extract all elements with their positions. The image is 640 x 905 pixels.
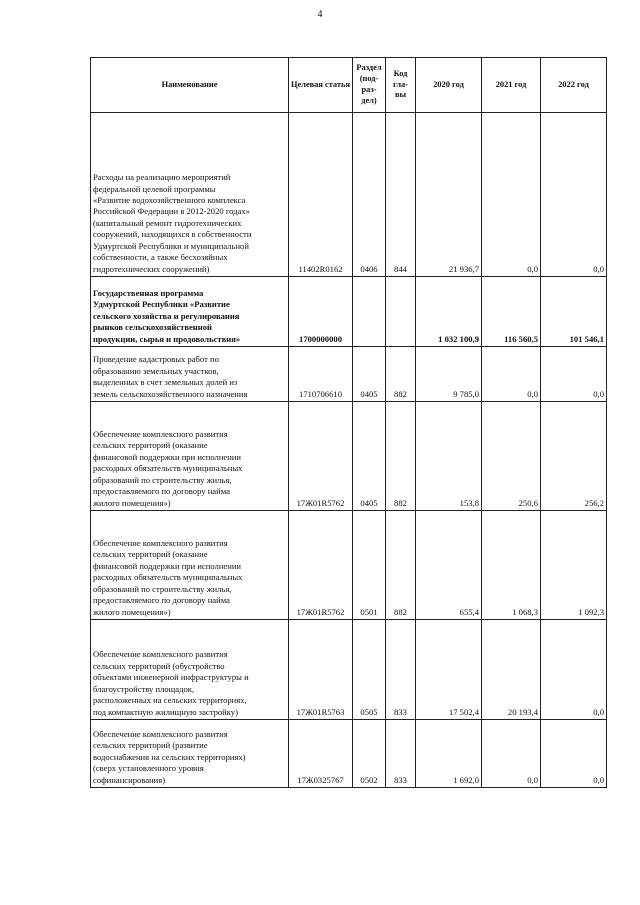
row-name-line: продукции, сырья и продовольствия» xyxy=(93,333,241,344)
row-name-line: сооружений, находящихся в собственности xyxy=(93,229,252,240)
row-name-line: Удмуртской Республики и муниципальной xyxy=(93,240,249,251)
row-section: 0406 xyxy=(353,113,386,277)
table-row xyxy=(91,277,607,347)
row-name-line: расходных обязательств муниципальных xyxy=(93,463,243,474)
row-section xyxy=(353,277,386,347)
row-amount-2022: 0,0 xyxy=(541,347,607,402)
row-name-line: сельских территорий (развитие xyxy=(93,740,208,751)
row-chapter-code: 833 xyxy=(386,720,416,788)
row-name-line: сельских территорий (оказание xyxy=(93,440,208,451)
row-target-article: 1700000000 xyxy=(289,277,353,347)
table-header-row xyxy=(91,58,607,113)
row-name-line: (капитальный ремонт гидротехнических xyxy=(93,217,242,228)
row-name xyxy=(91,620,289,720)
row-name xyxy=(91,277,289,347)
row-name xyxy=(91,720,289,788)
row-name-line: образований по строительству жилья, xyxy=(93,474,232,485)
row-name-line: «Развитие водохозяйственного комплекса xyxy=(93,195,246,206)
row-name-line: благоустройству площадок, xyxy=(93,683,195,694)
row-name-line: гидротехнических сооружений) xyxy=(93,263,210,274)
row-amount-2020: 153,8 xyxy=(416,402,482,511)
row-amount-2021: 250,6 xyxy=(482,402,541,511)
row-target-article: 11402R0162 xyxy=(289,113,353,277)
row-name-line: Российской Федерации в 2012-2020 годах» xyxy=(93,206,250,217)
header-year-2020: 2020 год xyxy=(416,58,482,113)
row-name-line: финансовой поддержки при исполнении xyxy=(93,451,242,462)
row-chapter-code: 882 xyxy=(386,347,416,402)
table-row xyxy=(91,511,607,620)
row-name-line: сельских территорий (оказание xyxy=(93,549,208,560)
row-name xyxy=(91,113,289,277)
row-name xyxy=(91,402,289,511)
row-name-line: софинансирования) xyxy=(93,774,166,785)
budget-table xyxy=(90,57,607,788)
row-name-line: сельского хозяйства и регулирования xyxy=(93,310,240,321)
row-name-line: расположенных на сельских территориях, xyxy=(93,695,247,706)
row-section: 0505 xyxy=(353,620,386,720)
row-chapter-code: 833 xyxy=(386,620,416,720)
row-amount-2020: 1 032 100,9 xyxy=(416,277,482,347)
row-section: 0405 xyxy=(353,402,386,511)
row-amount-2021: 0,0 xyxy=(482,347,541,402)
row-name-line: расходных обязательств муниципальных xyxy=(93,572,243,583)
row-name-line: Обеспечение комплексного развития xyxy=(93,429,228,440)
row-name-line: Обеспечение комплексного развития xyxy=(93,728,228,739)
header-name: Наименование xyxy=(91,58,289,113)
row-name-line: под компактную жилищную застройку) xyxy=(93,706,238,717)
table-row xyxy=(91,113,607,277)
row-name-line: Расходы на реализацию мероприятий xyxy=(93,172,231,183)
row-amount-2020: 21 936,7 xyxy=(416,113,482,277)
row-name-line: образованию земельных участков, xyxy=(93,365,219,376)
row-name-line: жилого помещения») xyxy=(93,606,171,617)
header-year-2021: 2021 год xyxy=(482,58,541,113)
row-amount-2021: 1 068,3 xyxy=(482,511,541,620)
row-name-line: Удмуртской Республики «Развитие xyxy=(93,299,230,310)
row-name xyxy=(91,347,289,402)
header-target-article: Целевая статья xyxy=(289,58,353,113)
row-name-line: объектами инженерной инфраструктуры и xyxy=(93,672,249,683)
row-name-line: федеральной целевой программы xyxy=(93,183,216,194)
row-name-line: предоставляемого по договору найма xyxy=(93,595,230,606)
row-section: 0502 xyxy=(353,720,386,788)
header-chapter-code: Код гла-вы xyxy=(386,58,416,113)
row-amount-2021: 0,0 xyxy=(482,720,541,788)
table-row xyxy=(91,402,607,511)
row-chapter-code: 882 xyxy=(386,511,416,620)
row-name-line: предоставляемого по договору найма xyxy=(93,486,230,497)
row-name-line: (сверх установленного уровня xyxy=(93,763,204,774)
row-name-line: Проведение кадастровых работ по xyxy=(93,354,219,365)
row-chapter-code: 882 xyxy=(386,402,416,511)
row-name-line: Обеспечение комплексного развития xyxy=(93,649,228,660)
table-row xyxy=(91,720,607,788)
row-amount-2022: 256,2 xyxy=(541,402,607,511)
row-amount-2020: 1 692,0 xyxy=(416,720,482,788)
row-target-article: 1710706610 xyxy=(289,347,353,402)
row-chapter-code xyxy=(386,277,416,347)
row-amount-2020: 655,4 xyxy=(416,511,482,620)
row-amount-2020: 9 785,0 xyxy=(416,347,482,402)
row-amount-2021: 0,0 xyxy=(482,113,541,277)
row-name-line: Обеспечение комплексного развития xyxy=(93,538,228,549)
row-target-article: 17Ж01R5763 xyxy=(289,620,353,720)
table-row xyxy=(91,620,607,720)
row-amount-2022: 0,0 xyxy=(541,720,607,788)
row-amount-2022: 0,0 xyxy=(541,113,607,277)
row-target-article: 17Ж0325767 xyxy=(289,720,353,788)
row-chapter-code: 844 xyxy=(386,113,416,277)
row-name-line: образований по строительству жилья, xyxy=(93,583,232,594)
row-target-article: 17Ж01R5762 xyxy=(289,511,353,620)
row-amount-2020: 17 502,4 xyxy=(416,620,482,720)
row-name-line: выделенных в счет земельных долей из xyxy=(93,377,238,388)
row-name-line: водоснабжения на сельских территориях) xyxy=(93,751,246,762)
row-name-line: жилого помещения») xyxy=(93,497,171,508)
header-section: Раздел (под-раз-дел) xyxy=(353,58,386,113)
row-name-line: сельских территорий (обустройство xyxy=(93,660,225,671)
row-section: 0405 xyxy=(353,347,386,402)
header-year-2022: 2022 год xyxy=(541,58,607,113)
row-amount-2022: 1 092,3 xyxy=(541,511,607,620)
row-name-line: финансовой поддержки при исполнении xyxy=(93,560,242,571)
row-name-line: земель сельскохозяйственного назначения xyxy=(93,388,248,399)
row-amount-2022: 101 546,1 xyxy=(541,277,607,347)
row-name-line: Государственная программа xyxy=(93,287,204,298)
row-section: 0501 xyxy=(353,511,386,620)
row-name xyxy=(91,511,289,620)
row-amount-2021: 116 560,5 xyxy=(482,277,541,347)
row-name-line: рынков сельскохозяйственной xyxy=(93,322,212,333)
row-target-article: 17Ж01R5762 xyxy=(289,402,353,511)
table-row xyxy=(91,347,607,402)
row-amount-2022: 0,0 xyxy=(541,620,607,720)
row-name-line: собственности, а также бесхозяйных xyxy=(93,252,228,263)
page-number: 4 xyxy=(317,9,323,20)
row-amount-2021: 20 193,4 xyxy=(482,620,541,720)
